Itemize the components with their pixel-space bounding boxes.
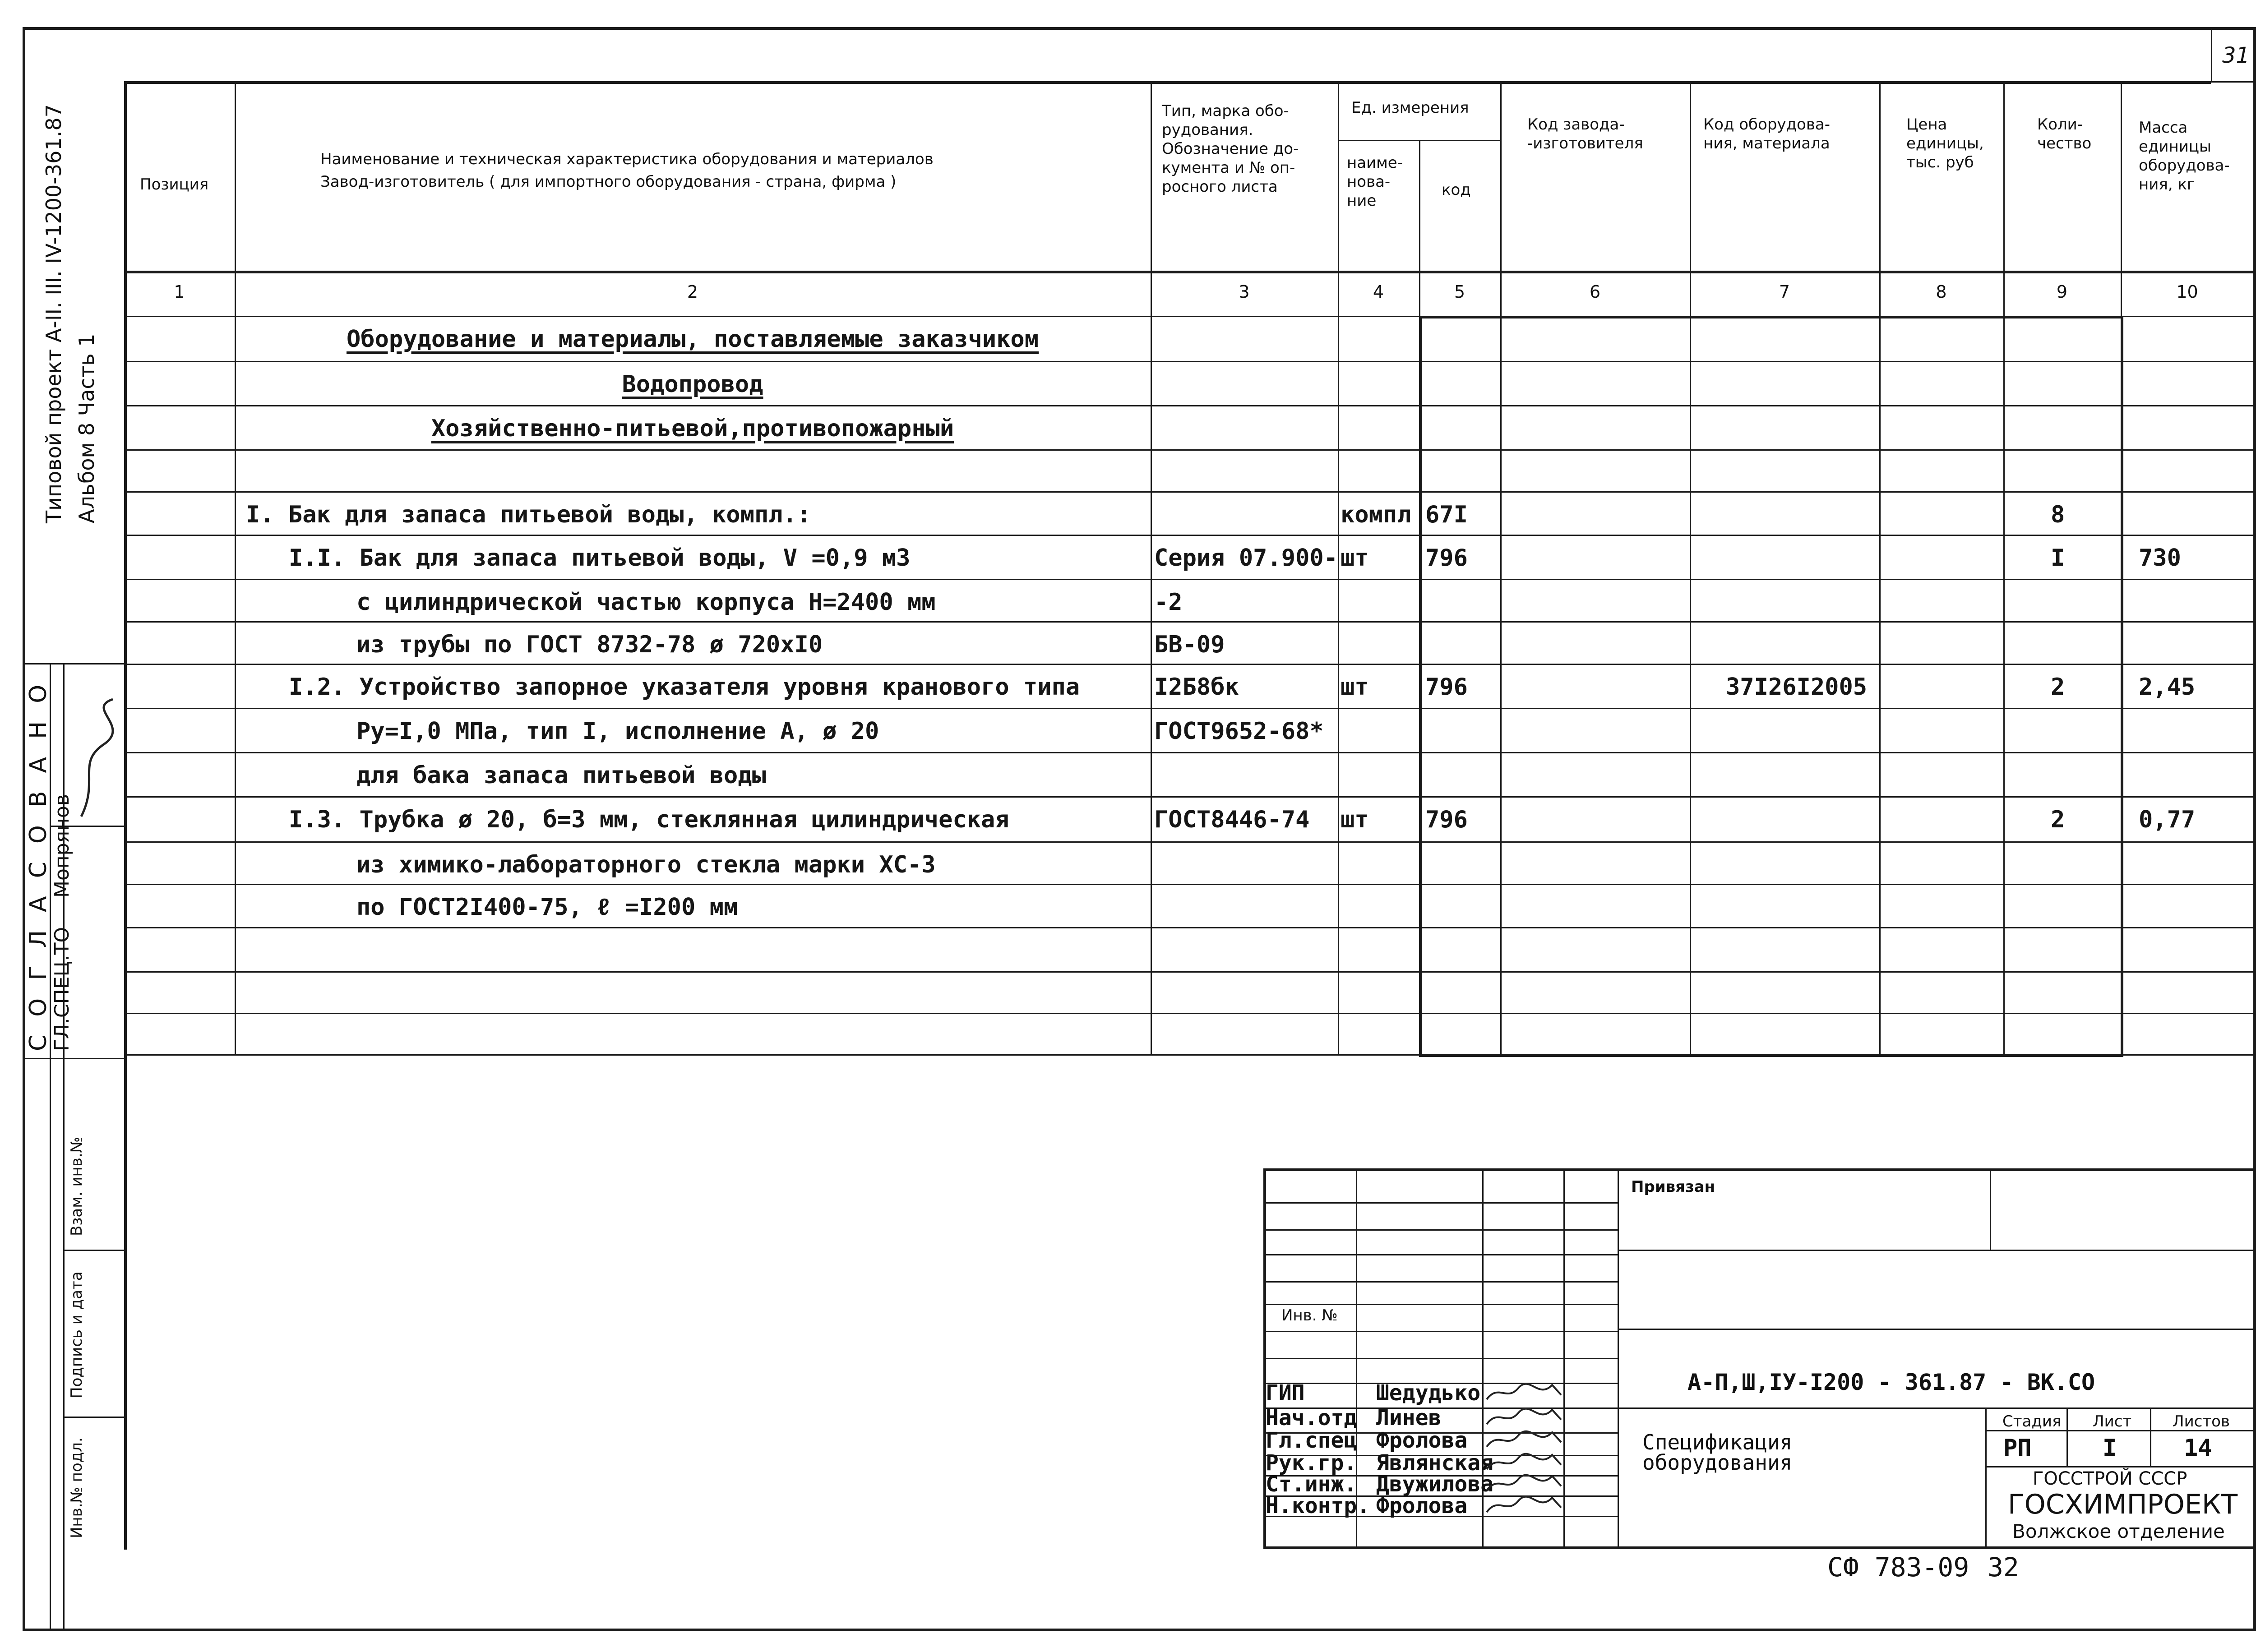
row-unit-code: 796 <box>1425 545 1468 572</box>
sheets-value: 14 <box>2184 1435 2212 1462</box>
album-title: Альбом 8 Часть 1 <box>74 333 99 523</box>
row-line-7 <box>124 664 2254 665</box>
org-2: ГОСХИМПРОЕКТ <box>2008 1489 2238 1520</box>
stamp-box-split2 <box>63 1417 125 1418</box>
signer-role: Гл.спец <box>1266 1428 1357 1453</box>
grid-col-3 <box>1338 81 1339 1054</box>
row-line-11 <box>124 841 2254 843</box>
row-unit: шт <box>1341 674 1369 701</box>
signer-role: Рук.гр. <box>1266 1450 1357 1476</box>
grid-col-6 <box>1690 81 1691 1054</box>
row-name: Водопровод <box>622 371 763 398</box>
stamp-vline-3 <box>1618 1168 1619 1546</box>
sheet-value: I <box>2103 1435 2117 1462</box>
row-equip-code: 37I26I2005 <box>1726 674 1868 701</box>
row-line-2 <box>124 449 2254 451</box>
signer-signature <box>1484 1472 1566 1495</box>
col-number-2: 2 <box>687 282 698 302</box>
header-name-1: Наименование и техническая характеристика оборудования и материалов <box>320 150 934 168</box>
row-qty: 8 <box>2051 501 2065 528</box>
org-1: ГОССТРОЙ СССР <box>2033 1468 2187 1489</box>
thick-right <box>2121 316 2123 1054</box>
col-number-9: 9 <box>2056 282 2068 302</box>
sheets-label: Листов <box>2173 1412 2230 1431</box>
stamp-row-2 <box>1263 1254 1618 1255</box>
signer-signature <box>1484 1494 1566 1517</box>
row-name: Хозяйственно-питьевой,противопожарный <box>431 415 954 442</box>
row-type: ГОСТ8446-74 <box>1154 806 1310 833</box>
col-number-3: 3 <box>1239 282 1250 302</box>
org-3: Волжское отделение <box>2012 1520 2225 1542</box>
grid-col-8 <box>2003 81 2005 1054</box>
frame-top <box>23 27 2256 30</box>
stamp-field-replace: Взам. инв.№ <box>68 1136 86 1236</box>
stamp-org-top <box>1985 1466 2254 1467</box>
sheet-label: Лист <box>2093 1412 2132 1431</box>
header-units-split <box>1338 140 1500 141</box>
project-title: Типовой проект А-II. III. IV-1200-361.87 <box>42 104 66 523</box>
inner-frame-top <box>124 81 2211 84</box>
row-type: -2 <box>1154 589 1183 616</box>
stamp-row-6 <box>1263 1358 1618 1359</box>
signer-role: Ст.инж. <box>1266 1472 1357 1497</box>
frame-bottom <box>23 1629 2256 1631</box>
signer-role: Нач.отд <box>1266 1405 1357 1431</box>
row-name: по ГОСТ2I400-75, ℓ =I200 мм <box>356 894 738 921</box>
header-factory-code: Код завода- -изготовителя <box>1527 115 1643 152</box>
page-number: 31 <box>2222 43 2250 68</box>
signer-role: Н.контр. <box>1266 1493 1370 1518</box>
col-number-1: 1 <box>174 282 185 302</box>
header-name-2: Завод-изготовитель ( для импортного оборудования - страна, фирма ) <box>320 173 897 191</box>
grid-col-5 <box>1500 81 1502 1054</box>
header-unit-code: код <box>1442 181 1471 199</box>
row-line-14 <box>124 971 2254 973</box>
row-mass: 2,45 <box>2139 674 2196 701</box>
header-unit-name: наиме- нова- ние <box>1347 154 1403 210</box>
agree-signature <box>72 690 122 826</box>
row-line-10 <box>124 796 2254 798</box>
row-mass: 0,77 <box>2139 806 2196 833</box>
header-qty: Коли- чество <box>2037 115 2092 152</box>
doc-title-2: оборудования <box>1642 1450 1793 1475</box>
header-position: Позиция <box>140 175 209 194</box>
row-line-6 <box>124 621 2254 623</box>
stamp-box-split1 <box>63 1250 125 1251</box>
signer-signature <box>1484 1451 1566 1474</box>
agree-name: Мопрянов <box>51 794 74 898</box>
stage-label: Стадия <box>2002 1412 2062 1431</box>
row-name: Ру=I,0 МПа, тип I, исполнение А, ø 20 <box>356 718 879 745</box>
row-unit: шт <box>1341 806 1369 833</box>
row-line-9 <box>124 752 2254 753</box>
row-name: I. Бак для запаса питьевой воды, компл.: <box>246 501 811 528</box>
header-type: Тип, марка обо- рудования. Обозначение до- кумента и № оп- росного листа <box>1162 102 1299 196</box>
row-line-15 <box>124 1013 2254 1014</box>
stamp-attach-split <box>1990 1168 1991 1250</box>
stamp-attach-bottom <box>1618 1250 2254 1251</box>
row-qty: 2 <box>2051 674 2065 701</box>
row-line-3 <box>124 491 2254 493</box>
row-type: I2Б8бк <box>1154 674 1239 701</box>
footer-num: 32 <box>1988 1552 2019 1583</box>
row-name: I.2. Устройство запорное указателя уровня кранового типа <box>289 674 1080 701</box>
row-name: для бака запаса питьевой воды <box>356 762 766 789</box>
col-number-4: 4 <box>1373 282 1384 302</box>
row-name: Оборудование и материалы, поставляемые заказчиком <box>346 326 1039 353</box>
signer-role: ГИП <box>1266 1380 1305 1406</box>
signer-name: Шедудько <box>1376 1380 1481 1406</box>
row-line-8 <box>124 708 2254 709</box>
row-line-4 <box>124 535 2254 536</box>
signer-name: Фролова <box>1376 1428 1468 1453</box>
doc-title-1: Спецификация <box>1642 1430 1793 1454</box>
footer-code: СФ 783-09 <box>1827 1552 1969 1583</box>
row-name: из трубы по ГОСТ 8732-78 ø 720хI0 <box>356 631 823 658</box>
grid-col-10 <box>2254 81 2255 1168</box>
row-name: I.I. Бак для запаса питьевой воды, V =0,9 м3 <box>289 545 911 572</box>
stamp-right-split <box>1985 1407 1987 1546</box>
header-equip-code: Код оборудова- ния, материала <box>1703 115 1830 152</box>
col-number-7: 7 <box>1779 282 1790 302</box>
signer-signature <box>1484 1406 1566 1429</box>
row-mass: 730 <box>2139 545 2181 572</box>
stamp-bottom <box>1263 1546 2254 1549</box>
row-name: из химико-лабораторного стекла марки ХС-3 <box>356 851 936 878</box>
row-qty: 2 <box>2051 806 2065 833</box>
stamp-top <box>1263 1168 2254 1171</box>
agree-box-top <box>23 663 125 664</box>
page-num-box-left <box>2211 27 2212 81</box>
stamp-row-5 <box>1263 1331 1618 1332</box>
grid-col-7 <box>1879 81 1881 1054</box>
thick-left <box>1419 316 1422 1054</box>
signer-signature <box>1484 1381 1566 1404</box>
col-number-6: 6 <box>1589 282 1601 302</box>
header-units: Ед. измерения <box>1351 99 1469 117</box>
row-line-1 <box>124 405 2254 406</box>
row-unit: шт <box>1341 545 1369 572</box>
stamp-stage-split <box>2066 1407 2068 1466</box>
header-price: Цена единицы, тыс. руб <box>1906 115 1984 171</box>
row-line-5 <box>124 579 2254 580</box>
signer-name: Являнская <box>1376 1450 1494 1476</box>
row-unit-code: 67I <box>1425 501 1468 528</box>
doc-code: А-П,Ш,IУ-I200 - 361.87 - ВК.СО <box>1687 1369 2095 1395</box>
grid-col-2 <box>1151 81 1152 1054</box>
row-line-0 <box>124 361 2254 362</box>
row-line-12 <box>124 884 2254 885</box>
agree-box-bottom <box>23 1058 125 1059</box>
stamp-attached-label: Привязан <box>1631 1178 1715 1196</box>
stamp-row-1 <box>1263 1229 1618 1231</box>
agreed-label: СОГЛАСОВАНО <box>25 666 52 1051</box>
row-line-13 <box>124 927 2254 928</box>
col-number-5: 5 <box>1454 282 1465 302</box>
signer-signature <box>1484 1429 1566 1451</box>
grid-col-1 <box>235 81 236 1054</box>
row-type: БВ-09 <box>1154 631 1225 658</box>
page-num-box-bottom <box>2211 81 2255 83</box>
stamp-field-inv: Инв.№ подл. <box>68 1437 86 1538</box>
thick-bottom <box>1419 1054 2123 1057</box>
stamp-code-top <box>1618 1329 2254 1330</box>
stage-value: РП <box>2003 1435 2032 1462</box>
row-name: с цилиндрической частью корпуса Н=2400 мм <box>356 589 936 616</box>
stamp-row-0 <box>1263 1202 1618 1204</box>
stamp-code-bottom <box>1618 1407 2254 1409</box>
row-name: I.3. Трубка ø 20, б=3 мм, стеклянная цилиндрическая <box>289 806 1009 833</box>
stamp-field-sign: Подпись и дата <box>68 1271 86 1398</box>
stamp-row-4 <box>1263 1304 1618 1305</box>
signer-name: Линев <box>1376 1405 1442 1431</box>
row-qty: I <box>2051 545 2065 572</box>
row-type: ГОСТ9652-68* <box>1154 718 1324 745</box>
thick-top <box>1419 316 2123 318</box>
row-unit: компл <box>1341 501 1411 528</box>
row-type: Серия 07.900- <box>1154 545 1338 572</box>
col-number-10: 10 <box>2176 282 2198 302</box>
row-unit-code: 796 <box>1425 806 1468 833</box>
signer-name: Двужилова <box>1376 1472 1494 1497</box>
stamp-row-3 <box>1263 1281 1618 1283</box>
signer-name: Фролова <box>1376 1493 1468 1518</box>
row-unit-code: 796 <box>1425 674 1468 701</box>
header-mass: Масса единицы оборудова- ния, кг <box>2139 119 2230 194</box>
agree-dept: ГЛ.СПЕЦ.ТО <box>51 927 74 1051</box>
stamp-sheet-split <box>2150 1407 2151 1466</box>
col-number-8: 8 <box>1936 282 1947 302</box>
stamp-inv-label: Инв. № <box>1281 1306 1338 1324</box>
header-bottom <box>124 271 2254 273</box>
